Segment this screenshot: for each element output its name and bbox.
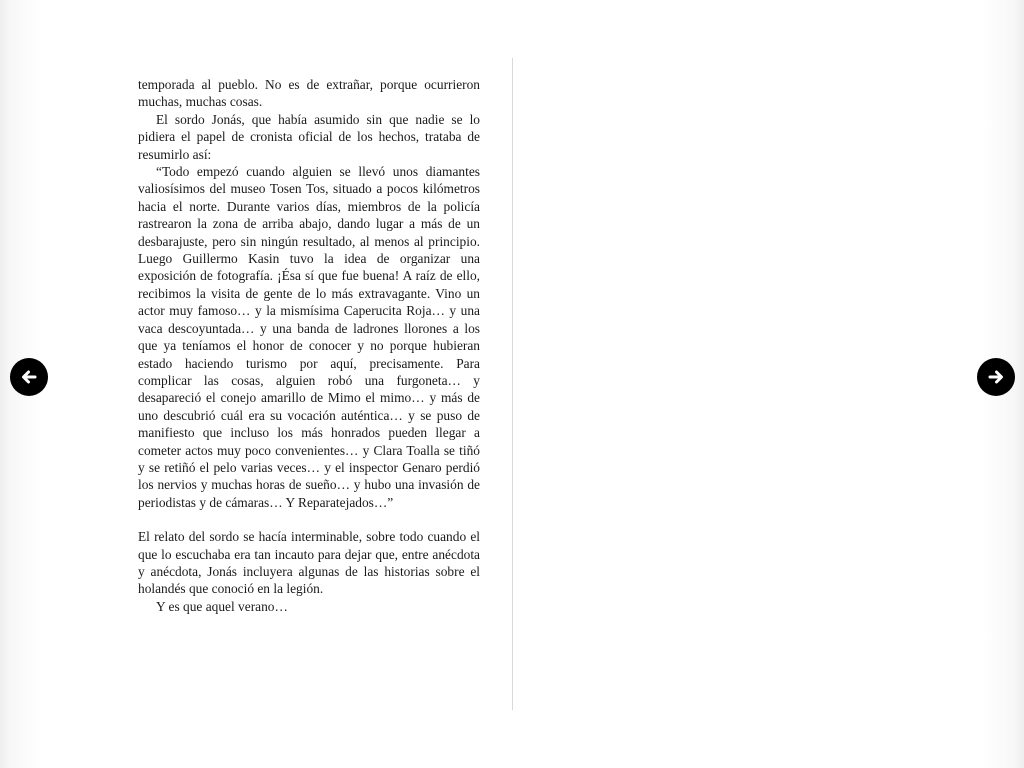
paragraph-2: El sordo Jonás, que había asumido sin que nadie se lo pidiera el papel de cronista oficial de los hechos, trataba de resumirlo así: — [138, 111, 480, 162]
paragraph-3: “Todo empezó cuando alguien se llevó unos diamantes valiosísimos del museo Tosen Tos, situado a pocos kilómetros hacia el norte. Durante varios días, miembros de la policía rastrearon la zona de arriba abajo, dando lugar a más de un desbarajuste, pero sin ningún resultado, al menos al principio. Luego Guillermo Kasin tuvo la idea de organizar una exposición de fotografía. ¡Ésa sí que fue buena! A raíz de ello, recibimos la visita de gente de lo más extravagante. Vino un actor muy famoso… y la mismísima Caperucita Roja… y una vaca descoyuntada… y una banda de ladrones llorones a los que ya teníamos el honor de conocer y no porque hubieran estado haciendo turismo por aquí, precisamente. Para complicar las cosas, alguien robó una furgoneta… y desapareció el conejo amarillo de Mimo el mimo… y más de uno descubrió cuál era su vocación auténtica… y se puso de manifiesto que incluso los más honrados pueden llegar a cometer actos muy poco convenientes… y Clara Toalla se tiñó y se retiñó el pelo varias veces… y el inspector Genaro perdió los nervios y muchas horas de sueño… y hubo una invasión de periodistas y de cámaras… Y Reparatejados…” — [138, 164, 480, 510]
paragraph-4: El relato del sordo se hacía interminable, sobre todo cuando el que lo escuchaba era tan incauto para dejar que, entre anécdota y anécdota, Jonás incluyera algunas de las historias sobre el holandés que conoció en la legión. — [138, 529, 480, 597]
paragraph-gap — [138, 511, 480, 528]
arrow-left-icon — [19, 367, 39, 387]
left-page — [40, 58, 512, 710]
arrow-right-icon — [986, 367, 1006, 387]
next-page-button[interactable] — [977, 358, 1015, 396]
right-page — [513, 58, 984, 710]
previous-page-button[interactable] — [10, 358, 48, 396]
left-page-text — [138, 76, 480, 615]
paragraph-1: temporada al pueblo. No es de extrañar, porque ocurrieron muchas, muchas cosas. — [138, 77, 480, 110]
paragraph-5: Y es que aquel verano… — [156, 598, 288, 614]
